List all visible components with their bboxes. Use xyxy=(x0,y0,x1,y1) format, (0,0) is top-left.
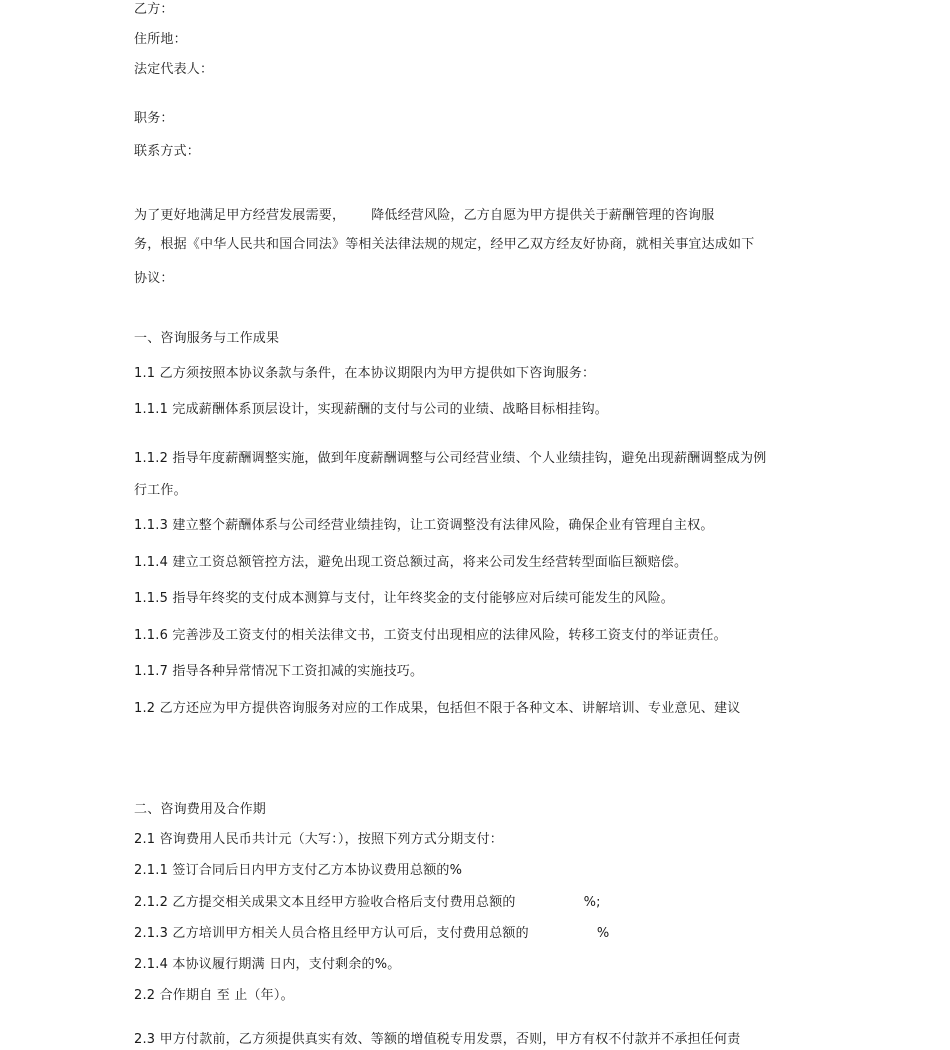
clause-1-1-6: 1.1.6 完善涉及工资支付的相关法律文书，工资支付出现相应的法律风险，转移工资支付的举证责任。 xyxy=(134,628,727,643)
intro-line-2: 务，根据《中华人民共和国合同法》等相关法律法规的规定，经甲乙双方经友好协商，就相关事宜达成如下 xyxy=(134,237,755,252)
clause-2-1-4: 2.1.4 本协议履行期满 日内，支付剩余的%。 xyxy=(134,957,401,972)
clause-1-1-2-line-2: 行工作。 xyxy=(134,483,187,498)
clause-1-1-5: 1.1.5 指导年终奖的支付成本测算与支付，让年终奖金的支付能够应对后续可能发生的风险。 xyxy=(134,591,675,606)
clause-1-2: 1.2 乙方还应为甲方提供咨询服务对应的工作成果，包括但不限于各种文本、讲解培训、专业意见、建议 xyxy=(134,701,741,716)
party-b-position-label: 职务： xyxy=(134,111,174,126)
clause-2-1-2 xyxy=(134,894,601,912)
party-b-legal-rep-label: 法定代表人： xyxy=(134,62,214,77)
clause-1-1: 1.1 乙方须按照本协议条款与条件，在本协议期限内为甲方提供如下咨询服务： xyxy=(134,366,596,381)
intro-line-1 xyxy=(134,207,714,225)
clause-1-1-3: 1.1.3 建立整个薪酬体系与公司经营业绩挂钩，让工资调整没有法律风险，确保企业有管理自主权。 xyxy=(134,518,714,533)
clause-2-3: 2.3 甲方付款前，乙方须提供真实有效、等额的增值税专用发票，否则，甲方有权不付款并不承担任何责 xyxy=(134,1032,741,1047)
clause-2-2: 2.2 合作期自 至 止（年）。 xyxy=(134,988,294,1003)
party-b-name-label: 乙方： xyxy=(134,2,174,17)
clause-2-1-1: 2.1.1 签订合同后日内甲方支付乙方本协议费用总额的% xyxy=(134,863,463,878)
clause-2-1-3-percent: % xyxy=(596,926,610,941)
clause-2-1-2-text: 2.1.2 乙方提交相关成果文本且经甲方验收合格后支付费用总额的 xyxy=(134,895,516,910)
clause-1-1-7: 1.1.7 指导各种异常情况下工资扣减的实施技巧。 xyxy=(134,664,424,679)
intro-line-1-part-b: 降低经营风险，乙方自愿为甲方提供关于薪酬管理的咨询服 xyxy=(371,208,715,223)
clause-1-1-2-line-1: 1.1.2 指导年度薪酬调整实施，做到年度薪酬调整与公司经营业绩、个人业绩挂钩，避免出现薪酬调整成为例 xyxy=(134,451,767,466)
clause-1-1-4: 1.1.4 建立工资总额管控方法，避免出现工资总额过高，将来公司发生经营转型面临巨额赔偿。 xyxy=(134,555,688,570)
clause-2-1: 2.1 咨询费用人民币共计元（大写：），按照下列方式分期支付： xyxy=(134,832,504,847)
clause-1-1-1: 1.1.1 完成薪酬体系顶层设计，实现薪酬的支付与公司的业绩、战略目标相挂钩。 xyxy=(134,402,609,417)
section-1-heading: 一、咨询服务与工作成果 xyxy=(134,331,280,346)
party-b-address-label: 住所地： xyxy=(134,32,187,47)
intro-line-1-part-a: 为了更好地满足甲方经营发展需要， xyxy=(134,208,346,223)
clause-2-1-3 xyxy=(134,925,609,943)
clause-2-1-3-text: 2.1.3 乙方培训甲方相关人员合格且经甲方认可后，支付费用总额的 xyxy=(134,926,529,941)
party-b-contact-label: 联系方式： xyxy=(134,144,201,159)
section-2-heading: 二、咨询费用及合作期 xyxy=(134,802,267,817)
intro-line-3: 协议： xyxy=(134,271,174,286)
clause-2-1-2-percent: %; xyxy=(583,895,601,910)
